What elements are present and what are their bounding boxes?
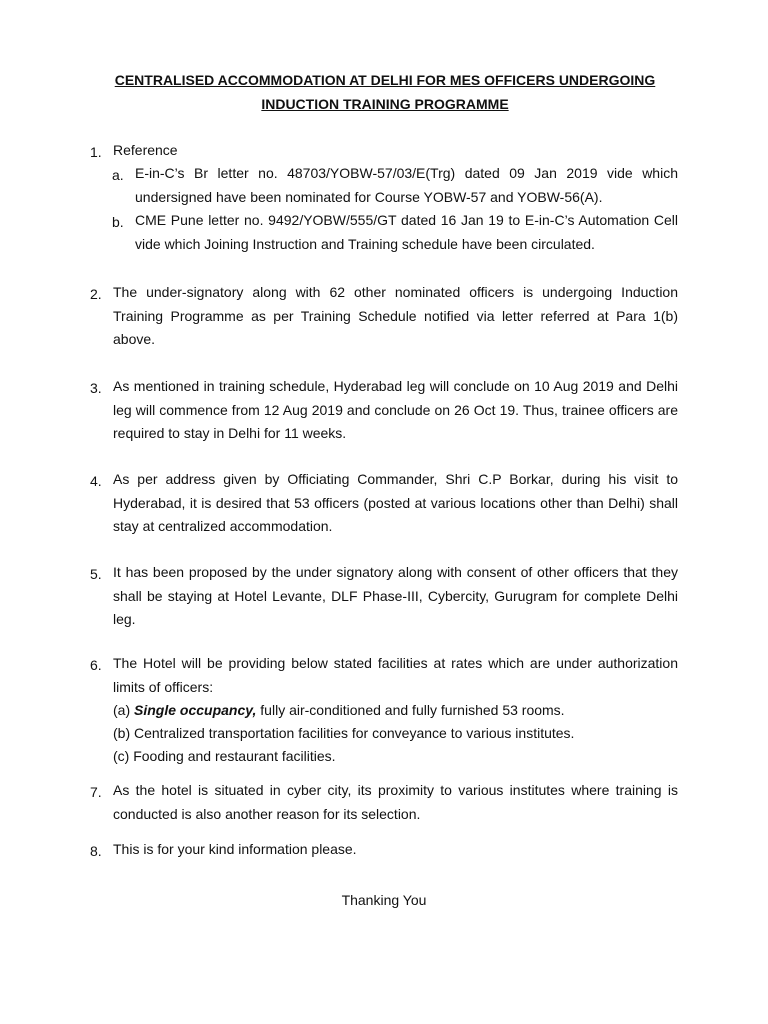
- facility-b-text: Centralized transportation facilities for conveyance to various institutes.: [134, 725, 575, 741]
- para-5-text: It has been proposed by the under signatory along with consent of other officers that they shall be staying at Hotel Levante, DLF Phase-III, Cybercity, Gurugram for complete Delhi leg.: [113, 564, 678, 627]
- para-1a-letter: a.: [112, 167, 124, 183]
- para-8-text: This is for your kind information please.: [113, 841, 357, 857]
- para-2-text: The under-signatory along with 62 other nominated officers is undergoing Induction Training Programme as per Training Schedule notified via letter referred at Para 1(b) above.: [113, 284, 678, 347]
- para-3-text: As mentioned in training schedule, Hyderabad leg will conclude on 10 Aug 2019 and Delhi leg will commence from 12 Aug 2019 and conclude on 26 Oct 19. Thus, trainee officers are required to stay in Delhi for 11 weeks.: [113, 378, 678, 441]
- para-1-heading: Reference: [113, 142, 178, 158]
- facility-item-a: [113, 699, 678, 723]
- para-1-number: 1.: [90, 144, 102, 160]
- para-5-number: 5.: [90, 566, 102, 582]
- para-4-number: 4.: [90, 473, 102, 489]
- para-1b-letter: b.: [112, 214, 124, 230]
- facility-a-text: fully air-conditioned and fully furnished 53 rooms.: [256, 702, 565, 718]
- facility-b-prefix: (b): [113, 725, 134, 741]
- facility-item-c: [113, 745, 678, 769]
- para-6-number: 6.: [90, 657, 102, 673]
- facility-item-b: [113, 722, 678, 746]
- document-title-line-1: CENTRALISED ACCOMMODATION AT DELHI FOR MES OFFICERS UNDERGOING: [114, 72, 656, 88]
- facility-a-emphasis: Single occupancy,: [134, 702, 257, 718]
- para-7-number: 7.: [90, 784, 102, 800]
- facility-c-text: Fooding and restaurant facilities.: [133, 748, 336, 764]
- facility-c-prefix: (c): [113, 748, 134, 764]
- para-1a-text: E-in-C’s Br letter no. 48703/YOBW-57/03/E(Trg) dated 09 Jan 2019 vide which undersigned have been nominated for Course YOBW-57 and YOBW-56(A).: [135, 165, 678, 205]
- para-3-number: 3.: [90, 380, 102, 396]
- para-6-text: The Hotel will be providing below stated facilities at rates which are under authorization limits of officers:: [113, 655, 678, 695]
- para-8-number: 8.: [90, 843, 102, 859]
- para-1b-text: CME Pune letter no. 9492/YOBW/555/GT dated 16 Jan 19 to E-in-C’s Automation Cell vide which Joining Instruction and Training schedule have been circulated.: [135, 212, 678, 252]
- para-4-text: As per address given by Officiating Commander, Shri C.P Borkar, during his visit to Hyderabad, it is desired that 53 officers (posted at various locations other than Delhi) shall stay at centralized accommodation.: [113, 471, 678, 534]
- para-2-number: 2.: [90, 286, 102, 302]
- facility-a-prefix: (a): [113, 702, 134, 718]
- para-7-text: As the hotel is situated in cyber city, its proximity to various institutes where training is conducted is also another reason for its selection.: [113, 782, 678, 822]
- closing-text: Thanking You: [341, 892, 427, 908]
- document-title-line-2: INDUCTION TRAINING PROGRAMME: [261, 96, 509, 112]
